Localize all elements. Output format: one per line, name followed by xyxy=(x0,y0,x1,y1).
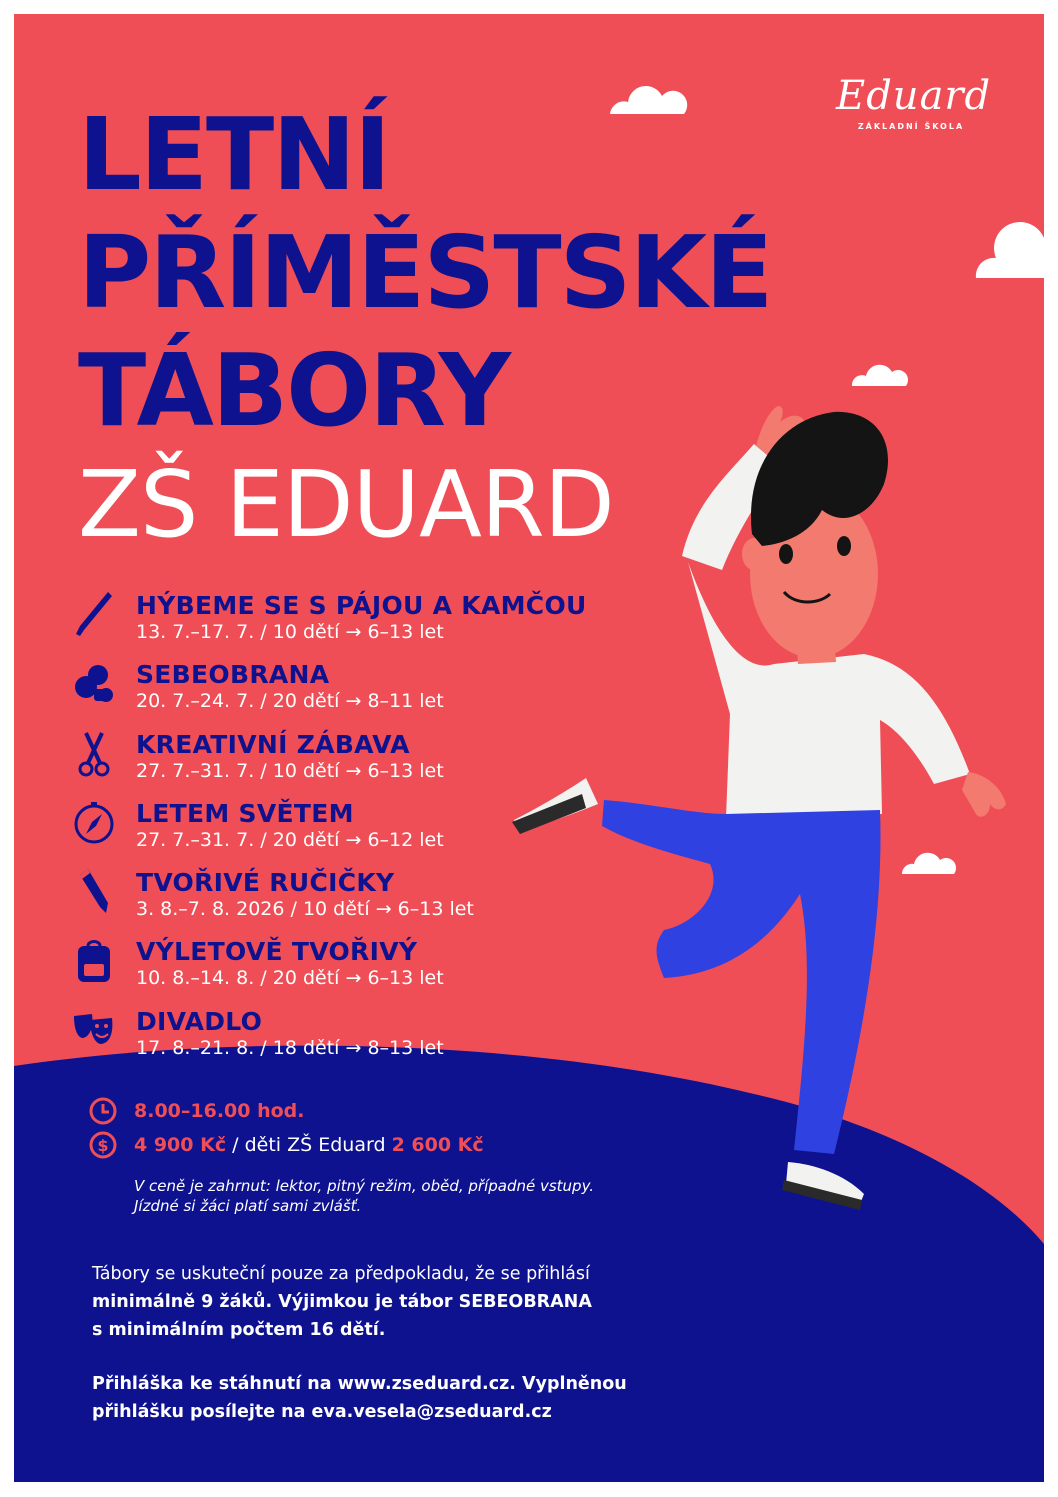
camp-item xyxy=(72,934,632,994)
title-line-3: TÁBORY xyxy=(78,332,510,449)
svg-text:$: $ xyxy=(97,1136,109,1155)
poster-title xyxy=(78,96,771,560)
title-line-2: PŘÍMĚSTSKÉ xyxy=(78,214,772,331)
pencil-icon xyxy=(72,867,116,915)
compass-icon xyxy=(72,798,116,846)
camp-details: 20. 7.–24. 7. / 20 dětí → 8–11 let xyxy=(136,690,444,712)
camp-name: VÝLETOVĚ TVOŘIVÝ xyxy=(136,937,418,966)
notice-line: s minimálním počtem 16 dětí. xyxy=(92,1320,386,1340)
dollar-icon xyxy=(88,1130,118,1160)
notice-line: Tábory se uskuteční pouze za předpokladu, že se přihlásí xyxy=(92,1264,590,1284)
poster xyxy=(14,14,1044,1482)
camp-details: 27. 7.–31. 7. / 20 dětí → 6–12 let xyxy=(136,829,444,851)
hours-value: 8.00–16.00 hod. xyxy=(134,1100,305,1122)
camp-item xyxy=(72,865,632,925)
camp-details: 3. 8.–7. 8. 2026 / 10 dětí → 6–13 let xyxy=(136,898,474,920)
logo-subtitle: ZÁKLADNÍ ŠKOLA xyxy=(857,122,965,131)
camp-details: 17. 8.–21. 8. / 18 dětí → 8–13 let xyxy=(136,1037,444,1059)
title-line-4: ZŠ EDUARD xyxy=(78,451,614,558)
cloud-icon xyxy=(852,365,908,386)
theater-masks-icon xyxy=(72,1006,116,1054)
price-text xyxy=(134,1132,484,1158)
notice-paragraph xyxy=(92,1260,732,1344)
note-line: V ceně je zahrnut: lektor, pitný režim, oběd, případné vstupy. xyxy=(134,1177,595,1195)
camp-name: DIVADLO xyxy=(136,1007,263,1036)
backpack-icon xyxy=(72,936,116,984)
notice-paragraph xyxy=(92,1370,732,1426)
camp-details: 13. 7.–17. 7. / 10 dětí → 6–13 let xyxy=(136,621,444,643)
notice-line: Přihláška ke stáhnutí na www.zseduard.cz. Vyplněnou xyxy=(92,1374,627,1394)
camp-item xyxy=(72,657,632,717)
camp-name: HÝBEME SE S PÁJOU A KAMČOU xyxy=(136,591,587,620)
camp-item xyxy=(72,727,632,787)
clock-icon xyxy=(88,1096,118,1126)
camp-name: LETEM SVĚTEM xyxy=(136,799,354,828)
notice-line: přihlášku posílejte na eva.vesela@zseduard.cz xyxy=(92,1402,552,1422)
cloud-icon xyxy=(976,222,1044,278)
price-full: 4 900 Kč xyxy=(134,1134,227,1156)
notice-line: minimálně 9 žáků. Výjimkou je tábor SEBEOBRANA xyxy=(92,1292,592,1312)
boxing-gloves-icon xyxy=(72,659,116,707)
camp-name: KREATIVNÍ ZÁBAVA xyxy=(136,730,410,759)
camp-item xyxy=(72,1004,632,1064)
camp-name: SEBEOBRANA xyxy=(136,660,330,689)
hours-text xyxy=(134,1098,305,1124)
note-line: Jízdné si žáci platí sami zvlášť. xyxy=(134,1197,362,1215)
camp-name: TVOŘIVÉ RUČIČKY xyxy=(136,868,395,897)
cloud-icon xyxy=(902,853,956,874)
logo-script-text: Eduard xyxy=(836,73,992,119)
camp-details: 10. 8.–14. 8. / 20 dětí → 6–13 let xyxy=(136,967,444,989)
camp-details: 27. 7.–31. 7. / 10 dětí → 6–13 let xyxy=(136,760,444,782)
camp-item xyxy=(72,588,632,648)
camp-item xyxy=(72,796,632,856)
title-line-1: LETNÍ xyxy=(78,96,390,213)
notice-section xyxy=(92,1260,732,1452)
eduard-logo xyxy=(836,73,992,131)
baton-icon xyxy=(72,590,116,638)
hours-row xyxy=(88,1096,708,1126)
price-row xyxy=(88,1130,708,1160)
price-note xyxy=(134,1176,694,1216)
price-separator: / děti ZŠ Eduard xyxy=(226,1134,392,1156)
price-member: 2 600 Kč xyxy=(391,1134,484,1156)
scissors-icon xyxy=(72,729,116,777)
